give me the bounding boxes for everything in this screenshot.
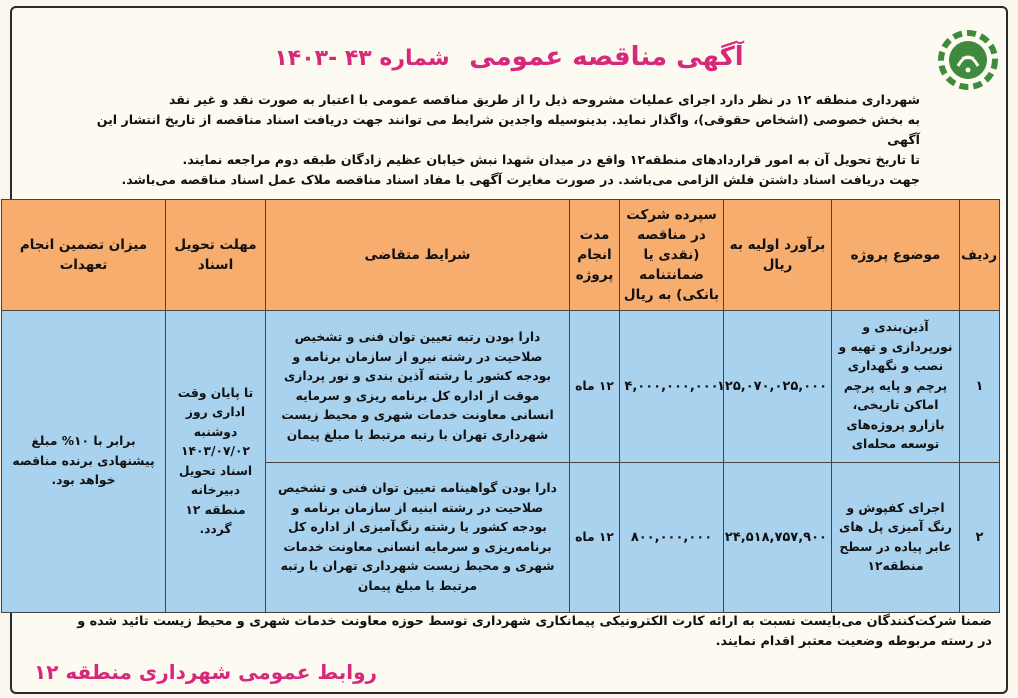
performance-guarantee: برابر با ۱۰% مبلغ پیشنهادی برنده مناقصه خواهد بود. <box>2 311 166 613</box>
deposit-amount: ۸۰۰,۰۰۰,۰۰۰ <box>620 463 724 613</box>
header-subject: موضوع پروژه <box>832 200 960 311</box>
row-number: ۲ <box>960 463 1000 613</box>
table-header-row <box>2 200 1000 311</box>
intro-line-3: تا تاریخ تحویل آن به امور قراردادهای منطقه۱۲ واقع در میدان شهدا نبش خیابان عظیم زادگان طبقه دوم مراجعه نمایند. <box>182 152 920 167</box>
deposit-amount: ۴,۰۰۰,۰۰۰,۰۰۰ <box>620 311 724 463</box>
issuer-name: شهرداری منطقه ۱۲ <box>795 92 920 107</box>
footer-line-1: ضمنا شرکت‌کنندگان می‌بایست نسبت به ارائه کارت الکترونیکی پیمانکاری شهرداری توسط حوزه معاونت خدمات شهری و محیط زیست تائید شده و <box>77 614 992 629</box>
intro-line-1-text: در نظر دارد اجرای عملیات مشروحه ذیل را از طریق مناقصه عمومی با اعتبار به صورت نقد و غیر نقد <box>169 92 796 107</box>
ad-frame <box>10 6 1008 694</box>
tender-table <box>1 199 1000 613</box>
project-duration: ۱۲ ماه <box>570 311 620 463</box>
header-conditions: شرایط متقاضی <box>266 200 570 311</box>
intro-line-2: به بخش خصوصی (اشخاص حقوقی)، واگذار نماید. بدینوسیله واجدین شرایط می توانند جهت دریافت اسناد مناقصه از تاریخ انتشار این آگهی <box>96 112 920 147</box>
header-row-number: ردیف <box>960 200 1000 311</box>
applicant-conditions: دارا بودن گواهینامه تعیین توان فنی و تشخیص صلاحیت در رشته ابنیه از سازمان برنامه و بودجه کشور یا رشته رنگ‌آمیزی از اداره کل برنامه‌ریزی و سرمایه انسانی معاونت خدمات شهری و محیط زیست شهرداری تهران با رتبه مرتبط با مبلغ پیمان <box>266 463 570 613</box>
project-subject: آذین‌بندی و نورپردازی و تهیه و نصب و نگهداری پرچم و پایه پرچم اماکن تاریخی، بازارو پروژه‌های توسعه محله‌ای <box>832 311 960 463</box>
footer-line-2: در رسته مربوطه وضعیت معتبر اقدام نمایند. <box>715 634 992 649</box>
intro-line-1 <box>72 90 920 110</box>
header-estimate: برآورد اولیه به ریال <box>724 200 832 311</box>
row-number: ۱ <box>960 311 1000 463</box>
header-duration: مدت انجام پروژه <box>570 200 620 311</box>
initial-estimate: ۱۲۵,۰۷۰,۰۲۵,۰۰۰ <box>724 311 832 463</box>
ad-number: شماره ۴۳ -۱۴۰۳ <box>274 46 450 71</box>
project-subject: اجرای کفپوش و رنگ آمیزی پل های عابر پیاده در سطح منطقه۱۲ <box>832 463 960 613</box>
applicant-conditions: دارا بودن رتبه تعیین توان فنی و تشخیص صلاحیت در رشته نیرو از سازمان برنامه و بودجه کشور یا رشته آذین بندی و نور پردازی موقت از اداره کل برنامه ریزی و سرمایه انسانی معاونت خدمات شهری و محیط زیست شهرداری تهران با رتبه مرتبط با مبلغ پیمان <box>266 311 570 463</box>
intro-paragraph <box>72 90 920 190</box>
header-deposit: سپرده شرکت در مناقصه (نقدی یا ضمانتنامه بانکی) به ریال <box>620 200 724 311</box>
footer-note <box>42 612 992 652</box>
initial-estimate: ۲۴,۵۱۸,۷۵۷,۹۰۰ <box>724 463 832 613</box>
intro-line-4: جهت دریافت اسناد داشتن فلش الزامی می‌باشد. در صورت مغایرت آگهی با مفاد اسناد مناقصه ملاک عمل اسناد مناقصه می‌باشد. <box>121 172 920 187</box>
header-guarantee: میزان تضمین انجام تعهدات <box>2 200 166 311</box>
project-duration: ۱۲ ماه <box>570 463 620 613</box>
ad-title-text: آگهی مناقصه عمومی <box>469 42 744 72</box>
header-deadline: مهلت تحویل اسناد <box>166 200 266 311</box>
submission-deadline: تا پایان وقت اداری روز دوشنبه ۱۴۰۳/۰۷/۰۲ اسناد تحویل دبیرخانه منطقه ۱۲ گردد. <box>166 311 266 613</box>
table-row <box>2 311 1000 463</box>
public-relations-signature: روابط عمومی شهرداری منطقه ۱۲ <box>34 660 378 684</box>
ad-title <box>12 42 1006 72</box>
